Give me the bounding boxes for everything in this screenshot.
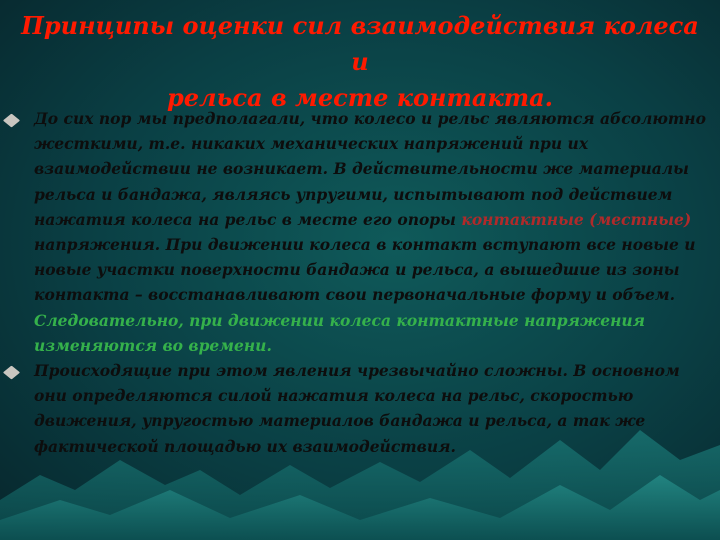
slide-title (20, 8, 700, 116)
slide-title-line-1: Принципы оценки сил взаимодействия колеса и (21, 11, 699, 76)
slide-content (6, 106, 716, 459)
bullet-text: Происходящие при этом явления чрезвычайно сложны. В основном они определяются силой нажатия колеса на рельс, скоростью движения, упругостью материалов бандажа и рельса, а так же фактической площадью их взаимодействия. (34, 361, 680, 456)
bullet-item (6, 358, 716, 459)
bullet-text (34, 106, 716, 358)
highlight-red-text: контактные (местные) (461, 209, 692, 229)
bullet-item (6, 106, 716, 358)
bullet-text-part: напряжения. При движении колеса в контакт вступают все новые и новые участки поверхности бандажа и рельса, а вышедшие из зоны контакта – восстанавливают свои первоначальные форму и объем. (34, 235, 696, 305)
slide-title-line-2: рельса в месте контакта. (166, 83, 554, 112)
diamond-bullet-icon (3, 114, 20, 128)
highlight-green-text: Следовательно, при движении колеса контактные напряжения изменяются во времени. (34, 310, 645, 355)
diamond-bullet-icon (3, 366, 20, 380)
bullet-text-part: До сих пор мы предполагали, что колесо и рельс являются абсолютно жесткими, т.е. никаких механических напряжений при их взаимодействии не возникает. В действительности же материалы рельса и бандажа, являясь упругими, испытывают под действием нажатия колеса на рельс в месте его опоры (34, 109, 706, 229)
